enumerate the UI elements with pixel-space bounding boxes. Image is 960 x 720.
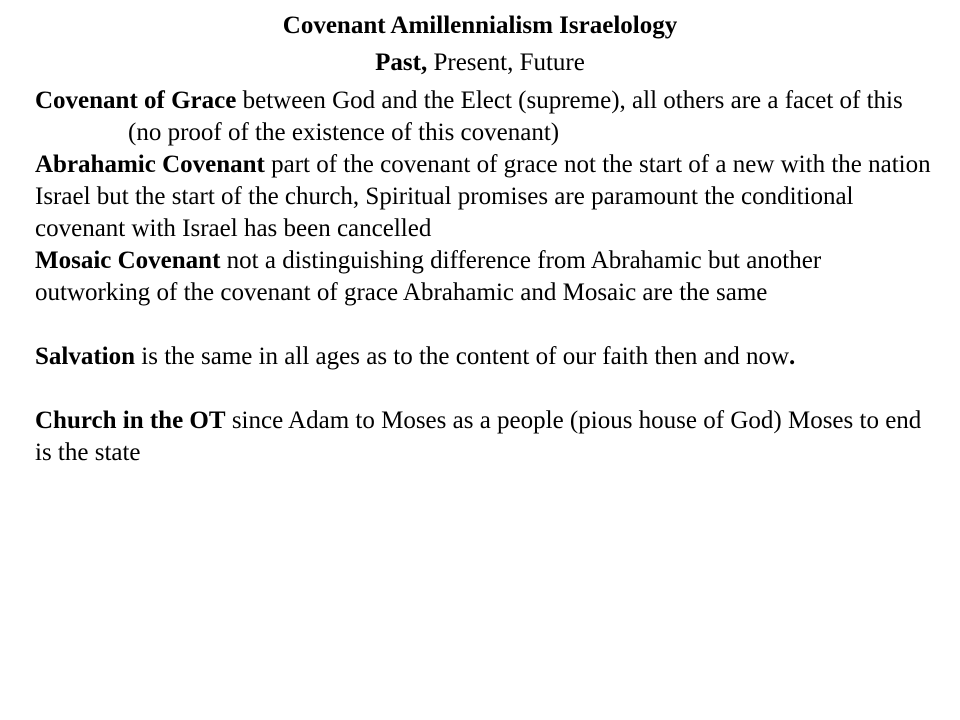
text-no-proof-note: (no proof of the existence of this covenant) [128, 119, 560, 146]
text-covenant-of-grace: between God and the Elect (supreme), all others are a facet of this [236, 87, 903, 114]
term-covenant-of-grace: Covenant of Grace [35, 87, 237, 114]
paragraph-covenant-of-grace [35, 85, 940, 117]
paragraph-abrahamic-covenant [35, 149, 940, 245]
subtitle-past: Past, [375, 49, 428, 76]
text-abrahamic-covenant: part of the covenant of grace not the start of a new with the nation Israel but the start of the church, Spiritual promises are paramount the conditional covenant with Israel has been cancelled [35, 151, 931, 242]
slide-subtitle [0, 47, 960, 79]
text-mosaic-covenant: not a distinguishing difference from Abrahamic but another outworking of the covenant of grace Abrahamic and Mosaic are the same [35, 247, 822, 306]
spacer [35, 373, 940, 405]
subtitle-rest: Present, Future [427, 49, 585, 76]
slide-body [35, 85, 940, 469]
text-church-in-the-ot: since Adam to Moses as a people (pious house of God) Moses to end is the state [35, 407, 922, 466]
paragraph-no-proof-note [35, 117, 940, 149]
term-salvation: Salvation [35, 343, 136, 370]
term-church-in-the-ot: Church in the OT [35, 407, 226, 434]
salvation-period: . [789, 343, 796, 370]
spacer [35, 309, 940, 341]
text-salvation: is the same in all ages as to the content of our faith then and now [135, 343, 790, 370]
term-abrahamic-covenant: Abrahamic Covenant [35, 151, 265, 178]
term-mosaic-covenant: Mosaic Covenant [35, 247, 221, 274]
paragraph-mosaic-covenant [35, 245, 940, 309]
paragraph-church-in-the-ot [35, 405, 940, 469]
slide-title: Covenant Amillennialism Israelology [282, 12, 678, 39]
paragraph-salvation [35, 341, 940, 373]
